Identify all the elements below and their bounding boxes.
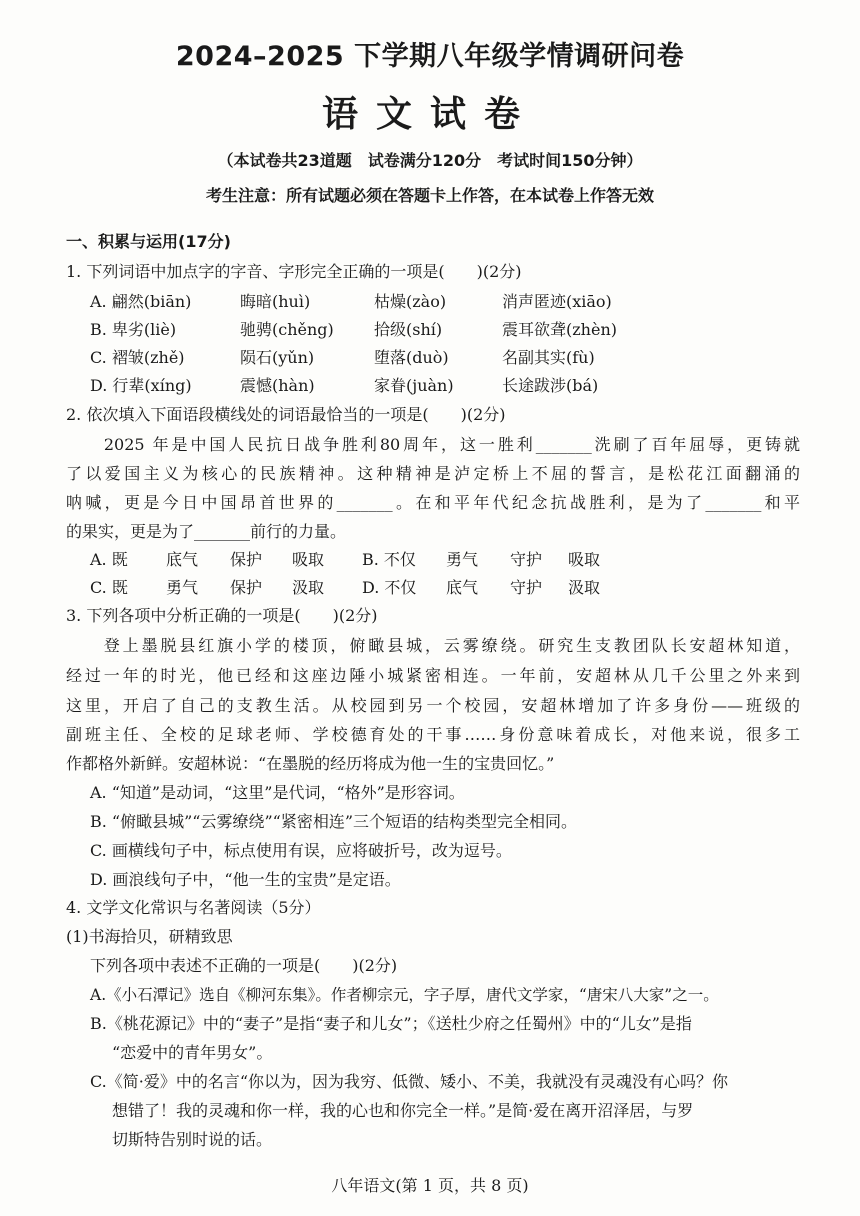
q1-option-b-3: 拾级(shí) xyxy=(374,320,443,339)
q2-option-b-word: 勇气 xyxy=(446,550,479,569)
q2-option-b-word: 守护 xyxy=(510,550,543,569)
q1-option-d-2: 震憾(hàn) xyxy=(240,376,315,395)
q4-sub1-stem: 下列各项中表述不正确的一项是( )(2分) xyxy=(90,956,398,975)
q3-stem: 3. 下列各项中分析正确的一项是( )(2分) xyxy=(66,606,378,625)
q4-option-b-cont: “恋爱中的青年男女”。 xyxy=(112,1043,273,1062)
q3-option-b: B. “俯瞰县城”“云雾缭绕”“紧密相连”三个短语的结构类型完全相同。 xyxy=(90,812,578,831)
section-heading: 一、积累与运用(17分) xyxy=(66,232,231,251)
q2-stem: 2. 依次填入下面语段横线处的词语最恰当的一项是( )(2分) xyxy=(66,405,506,424)
q1-option-a-4: 消声匿迹(xiāo) xyxy=(502,292,612,311)
q2-option-d-word: 汲取 xyxy=(568,578,601,597)
q2-passage-line: 的果实，更是为了_______前行的力量。 xyxy=(66,522,347,541)
q1-stem: 1. 下列词语中加点字的字音、字形完全正确的一项是( )(2分) xyxy=(66,262,522,281)
q1-option-d-4: 长途跋涉(bá) xyxy=(502,376,599,395)
q2-option-c: C. 既 xyxy=(90,578,128,597)
q4-stem: 4. 文学文化常识与名著阅读（5分） xyxy=(66,898,321,917)
q3-passage-line: 副班主任、全校的足球老师、学校德育处的干事……身份意味着成长，对他来说，很多工 xyxy=(66,725,800,744)
q3-passage-line: 登上墨脱县红旗小学的楼顶，俯瞰县城，云雾缭绕。研究生支教团队长安超林知道， xyxy=(66,636,800,655)
q1-option-a-1: A. 翩然(biān) xyxy=(90,292,192,311)
q2-option-d-word: 底气 xyxy=(446,578,479,597)
q1-option-a-2: 晦暗(huì) xyxy=(240,292,311,311)
q2-option-a: A. 既 xyxy=(90,550,128,569)
q1-option-c-1: C. 褶皱(zhě) xyxy=(90,348,185,367)
q2-option-d-word: 守护 xyxy=(510,578,543,597)
exam-subject-title: 语文试卷 xyxy=(321,94,538,135)
exam-title: 2024–2025 下学期八年级学情调研问卷 xyxy=(175,41,685,72)
page-footer: 八年语文(第 1 页，共 8 页) xyxy=(331,1176,529,1195)
q4-option-c: C.《简·爱》中的名言“你以为，因为我穷、低微、矮小、不美，我就没有灵魂没有心吗？你 xyxy=(90,1072,729,1091)
q4-option-c-cont: 想错了！我的灵魂和你一样，我的心也和你完全一样。”是简·爱在离开沼泽居，与罗 xyxy=(112,1101,694,1120)
q2-option-c-word: 保护 xyxy=(230,578,263,597)
q1-option-b-1: B. 卑劣(liè) xyxy=(90,320,177,339)
q2-passage-line: 了以爱国主义为核心的民族精神。这种精神是泸定桥上不屈的誓言，是松花江面翻涌的 xyxy=(66,464,800,483)
q4-option-a: A.《小石潭记》选自《柳河东集》。作者柳宗元，字子厚，唐代文学家，“唐宋八大家”之一。 xyxy=(90,986,719,1004)
q3-option-d: D. 画浪线句子中，“他一生的宝贵”是定语。 xyxy=(90,870,401,889)
exam-info: （本试卷共23道题 试卷满分120分 考试时间150分钟） xyxy=(217,151,643,170)
q2-passage-line: 2025 年是中国人民抗日战争胜利80周年，这一胜利_______洗刷了百年屈辱，更铸就 xyxy=(66,435,800,454)
q1-option-c-3: 堕落(duò) xyxy=(374,348,449,367)
q3-passage-line: 这里，开启了自己的支教生活。从校园到另一个校园，安超林增加了许多身份——班级的 xyxy=(66,696,800,715)
q2-option-a-word: 保护 xyxy=(230,550,263,569)
q2-option-a-word: 底气 xyxy=(166,550,199,569)
q2-option-d: D. 不仅 xyxy=(362,578,417,597)
q2-option-a-word: 吸取 xyxy=(292,550,325,569)
q1-option-c-4: 名副其实(fù) xyxy=(502,348,595,367)
q2-option-b-word: 吸取 xyxy=(568,550,601,569)
q3-option-a: A. “知道”是动词，“这里”是代词，“格外”是形容词。 xyxy=(90,783,465,802)
q3-option-c: C. 画横线句子中，标点使用有误，应将破折号，改为逗号。 xyxy=(90,841,512,860)
q2-option-c-word: 勇气 xyxy=(166,578,199,597)
q1-option-d-3: 家眷(juàn) xyxy=(374,376,454,395)
q1-option-d-1: D. 行辈(xíng) xyxy=(90,376,192,395)
q1-option-b-4: 震耳欲聋(zhèn) xyxy=(502,320,617,339)
q4-option-c-cont: 切斯特告别时说的话。 xyxy=(112,1130,273,1149)
q1-option-a-3: 枯燥(zào) xyxy=(374,292,447,311)
q1-option-c-2: 陨石(yǔn) xyxy=(240,348,315,367)
exam-notice: 考生注意：所有试题必须在答题卡上作答，在本试卷上作答无效 xyxy=(205,186,654,205)
q3-passage-line: 作都格外新鲜。安超林说：“在墨脱的经历将成为他一生的宝贵回忆。” xyxy=(66,754,555,773)
q4-option-b: B.《桃花源记》中的“妻子”是指“妻子和儿女”；《送杜少府之任蜀州》中的“儿女”是指 xyxy=(90,1014,692,1033)
q4-sub1: (1)书海拾贝，研精致思 xyxy=(66,927,233,946)
q3-passage-line: 经过一年的时光，他已经和这座边陲小城紧密相连。一年前，安超林从几千公里之外来到 xyxy=(66,666,800,685)
q2-option-c-word: 汲取 xyxy=(292,578,325,597)
q2-option-b: B. 不仅 xyxy=(362,550,416,569)
q2-passage-line: 呐喊，更是今日中国昂首世界的_______。在和平年代纪念抗战胜利，是为了_______和平 xyxy=(66,493,800,512)
q1-option-b-2: 驰骋(chěng) xyxy=(240,320,334,339)
